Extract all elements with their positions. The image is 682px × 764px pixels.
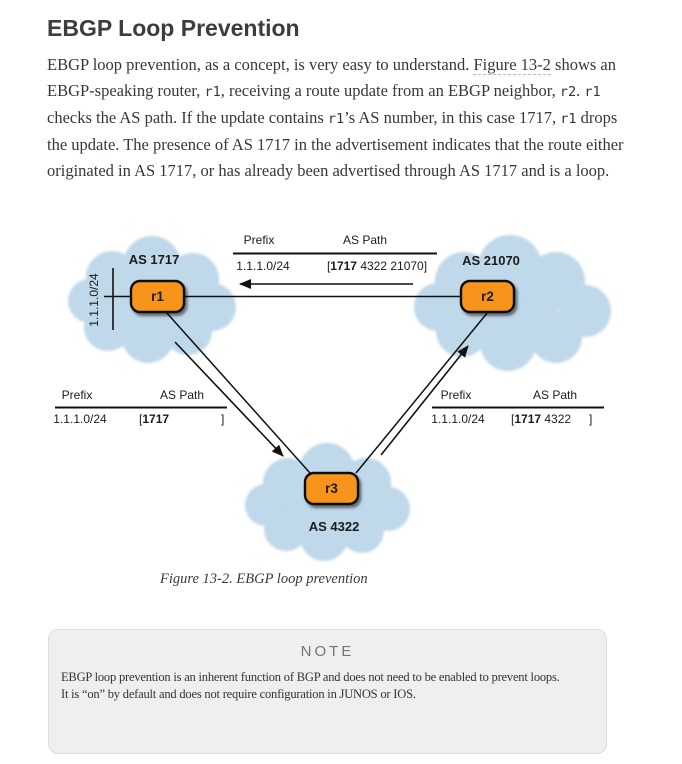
router-r1 bbox=[131, 281, 184, 312]
route-table-top bbox=[233, 233, 437, 273]
table-top-aspath-value: [1717 4322 21070] bbox=[326, 259, 428, 273]
figure-caption: Figure 13-2. EBGP loop prevention bbox=[160, 571, 368, 587]
intro-paragraph bbox=[47, 52, 639, 184]
page-title: EBGP Loop Prevention bbox=[47, 15, 300, 41]
text-run: drops the update. The presence of AS 1717 in the advertisement indicates that the route either originated in AS 1717, or has already been advertised through AS 1717 and is a loop. bbox=[47, 108, 624, 180]
as4322-label: AS 4322 bbox=[308, 519, 360, 534]
bgp-loop-diagram bbox=[0, 225, 682, 570]
route-table-right bbox=[431, 388, 604, 426]
table-left-aspath-value: [1717 bbox=[139, 412, 170, 426]
inline-code: r2 bbox=[559, 84, 577, 100]
table-left-aspath-close: ] bbox=[221, 412, 225, 426]
router-r1-label: r1 bbox=[151, 289, 164, 304]
table-top-prefix-value: 1.1.1.0/24 bbox=[236, 259, 290, 273]
table-left-prefix-value: 1.1.1.0/24 bbox=[53, 412, 107, 426]
inline-code: r1 bbox=[204, 84, 221, 100]
as21070-label: AS 21070 bbox=[462, 253, 520, 268]
text-run: EBGP loop prevention, as a concept, is very easy to understand. bbox=[47, 55, 474, 74]
table-top-header-prefix: Prefix bbox=[243, 233, 275, 247]
note-title: NOTE bbox=[300, 643, 355, 660]
table-right-prefix-value: 1.1.1.0/24 bbox=[431, 412, 485, 426]
inline-code: r1 bbox=[584, 84, 601, 100]
lan-prefix-label: 1.1.1.0/24 bbox=[87, 273, 101, 327]
inline-code: r1 bbox=[560, 111, 577, 127]
route-table-left bbox=[53, 388, 227, 426]
text-run: shows an EBGP-speaking router, bbox=[47, 55, 617, 100]
table-right-header-prefix: Prefix bbox=[440, 388, 472, 402]
router-r3-label: r3 bbox=[325, 481, 338, 496]
router-r2-label: r2 bbox=[481, 289, 494, 304]
text-run: , receiving a route update from an EBGP neighbor, bbox=[220, 81, 560, 100]
router-r3 bbox=[305, 473, 358, 504]
table-top-header-aspath: AS Path bbox=[342, 233, 388, 247]
note-text-line-1: EBGP loop prevention is an inherent function of BGP and does not need to be enabled to prevent loops. bbox=[61, 670, 560, 684]
figure-link[interactable]: Figure 13-2 bbox=[473, 55, 551, 74]
note-box bbox=[48, 629, 607, 754]
note-text-line-2: It is “on” by default and does not require configuration in JUNOS or IOS. bbox=[61, 687, 416, 701]
table-right-aspath-close: ] bbox=[589, 412, 593, 426]
text-run: . bbox=[576, 81, 585, 100]
as1717-label: AS 1717 bbox=[128, 252, 180, 267]
text-run: checks the AS path. If the update contains bbox=[47, 108, 328, 127]
text-run: ’s AS number, in this case 1717, bbox=[344, 108, 561, 127]
table-right-aspath-value: [1717 4322 bbox=[511, 412, 572, 426]
table-right-header-aspath: AS Path bbox=[532, 388, 578, 402]
table-left-header-prefix: Prefix bbox=[61, 388, 93, 402]
inline-code: r1 bbox=[327, 111, 345, 127]
table-left-header-aspath: AS Path bbox=[159, 388, 205, 402]
router-r2 bbox=[461, 281, 514, 312]
